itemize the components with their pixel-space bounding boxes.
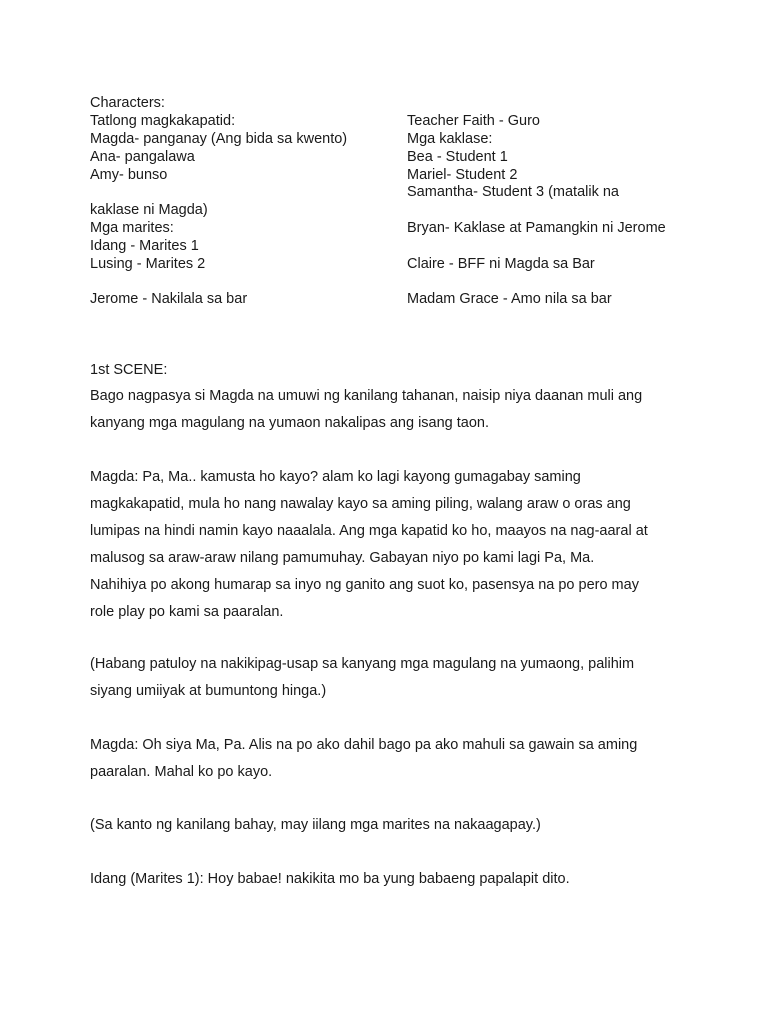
scene-heading: 1st SCENE: [90, 362, 168, 378]
character-left-line: Mga marites: [90, 220, 174, 236]
paragraph-line: (Habang patuloy na nakikipag-usap sa kanyang mga magulang na yumaong, palihim [90, 656, 635, 672]
character-left-line: Lusing - Marites 2 [90, 256, 206, 272]
paragraph-line: Idang (Marites 1): Hoy babae! nakikita mo ba yung babaeng papalapit dito. [90, 871, 570, 887]
scene-paragraph [90, 732, 690, 786]
character-left-line: kaklase ni Magda) [90, 202, 208, 218]
character-right-line: Bea - Student 1 [407, 149, 508, 165]
character-left-line: Magda- panganay (Ang bida sa kwento) [90, 131, 348, 147]
paragraph-line: (Sa kanto ng kanilang bahay, may iilang mga marites na nakaagapay.) [90, 817, 541, 833]
character-left-line: Amy- bunso [90, 167, 168, 183]
paragraph-line: Nahihiya po akong humarap sa inyo ng ganito ang suot ko, pasensya na po pero may [90, 577, 639, 593]
scene-paragraph [90, 464, 690, 626]
scene-paragraph [90, 383, 690, 437]
character-right-line: Teacher Faith - Guro [407, 113, 540, 129]
scene-paragraph [90, 866, 690, 893]
paragraph-line: role play po kami sa paaralan. [90, 604, 284, 620]
character-right-line: Mga kaklase: [407, 131, 493, 147]
paragraph-line: Magda: Oh siya Ma, Pa. Alis na po ako dahil bago pa ako mahuli sa gawain sa aming [90, 737, 638, 753]
character-right-line: Mariel- Student 2 [407, 167, 518, 183]
paragraph-line: malusog sa araw-araw nilang pamumuhay. Gabayan niyo po kami lagi Pa, Ma. [90, 550, 595, 566]
character-left-line: Jerome - Nakilala sa bar [90, 291, 248, 307]
character-right-line: Claire - BFF ni Magda sa Bar [407, 256, 595, 272]
character-right-line: Samantha- Student 3 (matalik na [407, 184, 619, 200]
character-left-line: Ana- pangalawa [90, 149, 195, 165]
paragraph-line: siyang umiiyak at bumuntong hinga.) [90, 683, 327, 699]
characters-heading: Characters: [90, 95, 165, 111]
scene-paragraph [90, 812, 690, 839]
scene-paragraph [90, 651, 690, 705]
paragraph-line: paaralan. Mahal ko po kayo. [90, 764, 273, 780]
paragraph-line: magkakapatid, mula ho nang nawalay kayo sa aming piling, walang araw o oras ang [90, 496, 631, 512]
character-left-line: Tatlong magkakapatid: [90, 113, 236, 129]
character-right-line: Madam Grace - Amo nila sa bar [407, 291, 612, 307]
paragraph-line: Bago nagpasya si Magda na umuwi ng kanilang tahanan, naisip niya daanan muli ang [90, 388, 643, 404]
character-right-line: Bryan- Kaklase at Pamangkin ni Jerome [407, 220, 666, 236]
paragraph-line: Magda: Pa, Ma.. kamusta ho kayo? alam ko lagi kayong gumagabay saming [90, 469, 581, 485]
paragraph-line: kanyang mga magulang na yumaon nakalipas ang isang taon. [90, 415, 490, 431]
character-left-line: Idang - Marites 1 [90, 238, 199, 254]
paragraph-line: lumipas na hindi namin kayo naaalala. Ang mga kapatid ko ho, maayos na nag-aaral at [90, 523, 648, 539]
